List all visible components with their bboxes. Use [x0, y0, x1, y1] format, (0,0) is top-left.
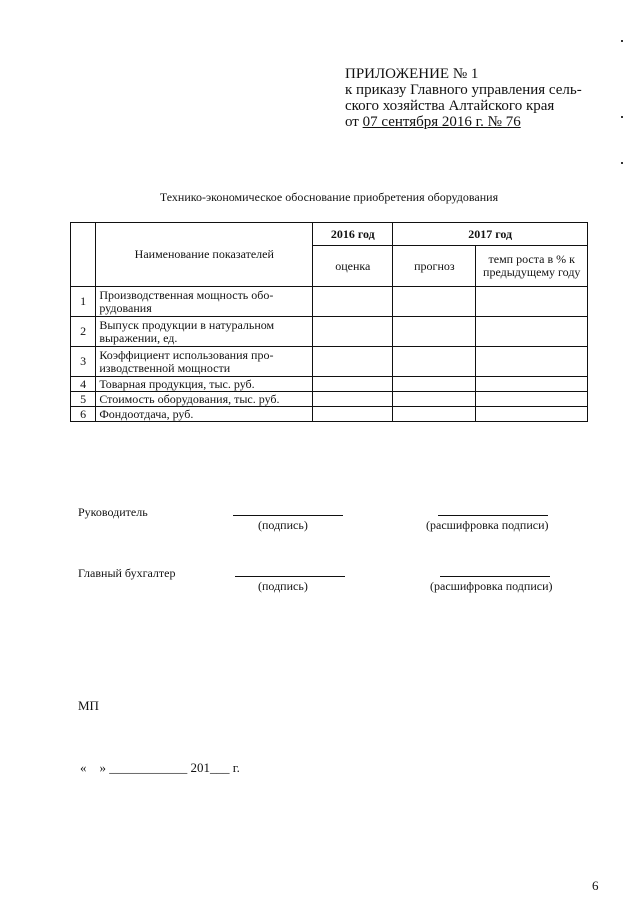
order-reference-line-2: ского хозяйства Алтайского края: [345, 98, 555, 114]
header-year-2017: 2017 год: [393, 223, 588, 246]
scan-speck: [621, 162, 623, 164]
row-indicator: Фондоотдача, руб.: [96, 407, 313, 422]
order-reference-line-1: к приказу Главного управления сель-: [345, 82, 582, 98]
cell-forecast: [393, 377, 476, 392]
document-title: Технико-экономическое обоснование приобретения оборудования: [159, 190, 499, 204]
row-number: 6: [71, 407, 96, 422]
row-indicator: Выпуск продукции в натуральном выражении, ед.: [96, 317, 313, 347]
cell-estimate: [313, 287, 393, 317]
cell-growth: [476, 377, 588, 392]
header-forecast: прогноз: [393, 246, 476, 287]
table-row: [71, 347, 588, 377]
appendix-header: [345, 66, 625, 130]
director-decoding-caption: (расшифровка подписи): [426, 518, 549, 532]
order-date-number: 07 сентября 2016 г. № 76: [362, 114, 521, 130]
table-row: [71, 392, 588, 407]
page-number: 6: [592, 878, 599, 893]
cell-growth: [476, 407, 588, 422]
scan-speck: [621, 40, 623, 42]
cell-forecast: [393, 392, 476, 407]
cell-forecast: [393, 287, 476, 317]
table-row: [71, 317, 588, 347]
indicators-table: [70, 222, 588, 422]
cell-forecast: [393, 347, 476, 377]
table-row: [71, 407, 588, 422]
director-signature-caption: (подпись): [258, 518, 308, 532]
accountant-signature-caption: (подпись): [258, 579, 308, 593]
row-indicator: Производственная мощность обо-рудования: [96, 287, 313, 317]
director-signature-line: [233, 515, 343, 516]
cell-estimate: [313, 377, 393, 392]
header-growth-rate: темп роста в % к предыдущему году: [476, 246, 588, 287]
director-decoding-line: [438, 515, 548, 516]
row-number: 2: [71, 317, 96, 347]
seal-place-label: МП: [78, 698, 99, 713]
cell-forecast: [393, 317, 476, 347]
cell-estimate: [313, 407, 393, 422]
cell-estimate: [313, 347, 393, 377]
cell-growth: [476, 392, 588, 407]
accountant-decoding-caption: (расшифровка подписи): [430, 579, 553, 593]
row-number: 5: [71, 392, 96, 407]
header-year-2016: 2016 год: [313, 223, 393, 246]
table-header-row-1: [71, 223, 588, 246]
date-line: « » ____________ 201___ г.: [80, 760, 240, 775]
header-indicator-name: Наименование показателей: [96, 223, 313, 287]
row-indicator: Коэффициент использования про-изводственной мощности: [96, 347, 313, 377]
row-indicator: Стоимость оборудования, тыс. руб.: [96, 392, 313, 407]
header-num-cell: [71, 223, 96, 287]
table-row: [71, 287, 588, 317]
cell-growth: [476, 287, 588, 317]
order-date-line: [345, 114, 625, 130]
cell-forecast: [393, 407, 476, 422]
accountant-label: Главный бухгалтер: [78, 566, 176, 580]
scan-speck: [621, 116, 623, 118]
accountant-decoding-line: [440, 576, 550, 577]
row-number: 4: [71, 377, 96, 392]
cell-estimate: [313, 317, 393, 347]
row-number: 3: [71, 347, 96, 377]
row-indicator: Товарная продукция, тыс. руб.: [96, 377, 313, 392]
accountant-signature-line: [235, 576, 345, 577]
cell-estimate: [313, 392, 393, 407]
table-row: [71, 377, 588, 392]
row-number: 1: [71, 287, 96, 317]
cell-growth: [476, 347, 588, 377]
appendix-number: ПРИЛОЖЕНИЕ № 1: [345, 66, 479, 82]
order-date-prefix: от: [345, 114, 359, 130]
cell-growth: [476, 317, 588, 347]
header-estimate: оценка: [313, 246, 393, 287]
director-label: Руководитель: [78, 505, 148, 519]
